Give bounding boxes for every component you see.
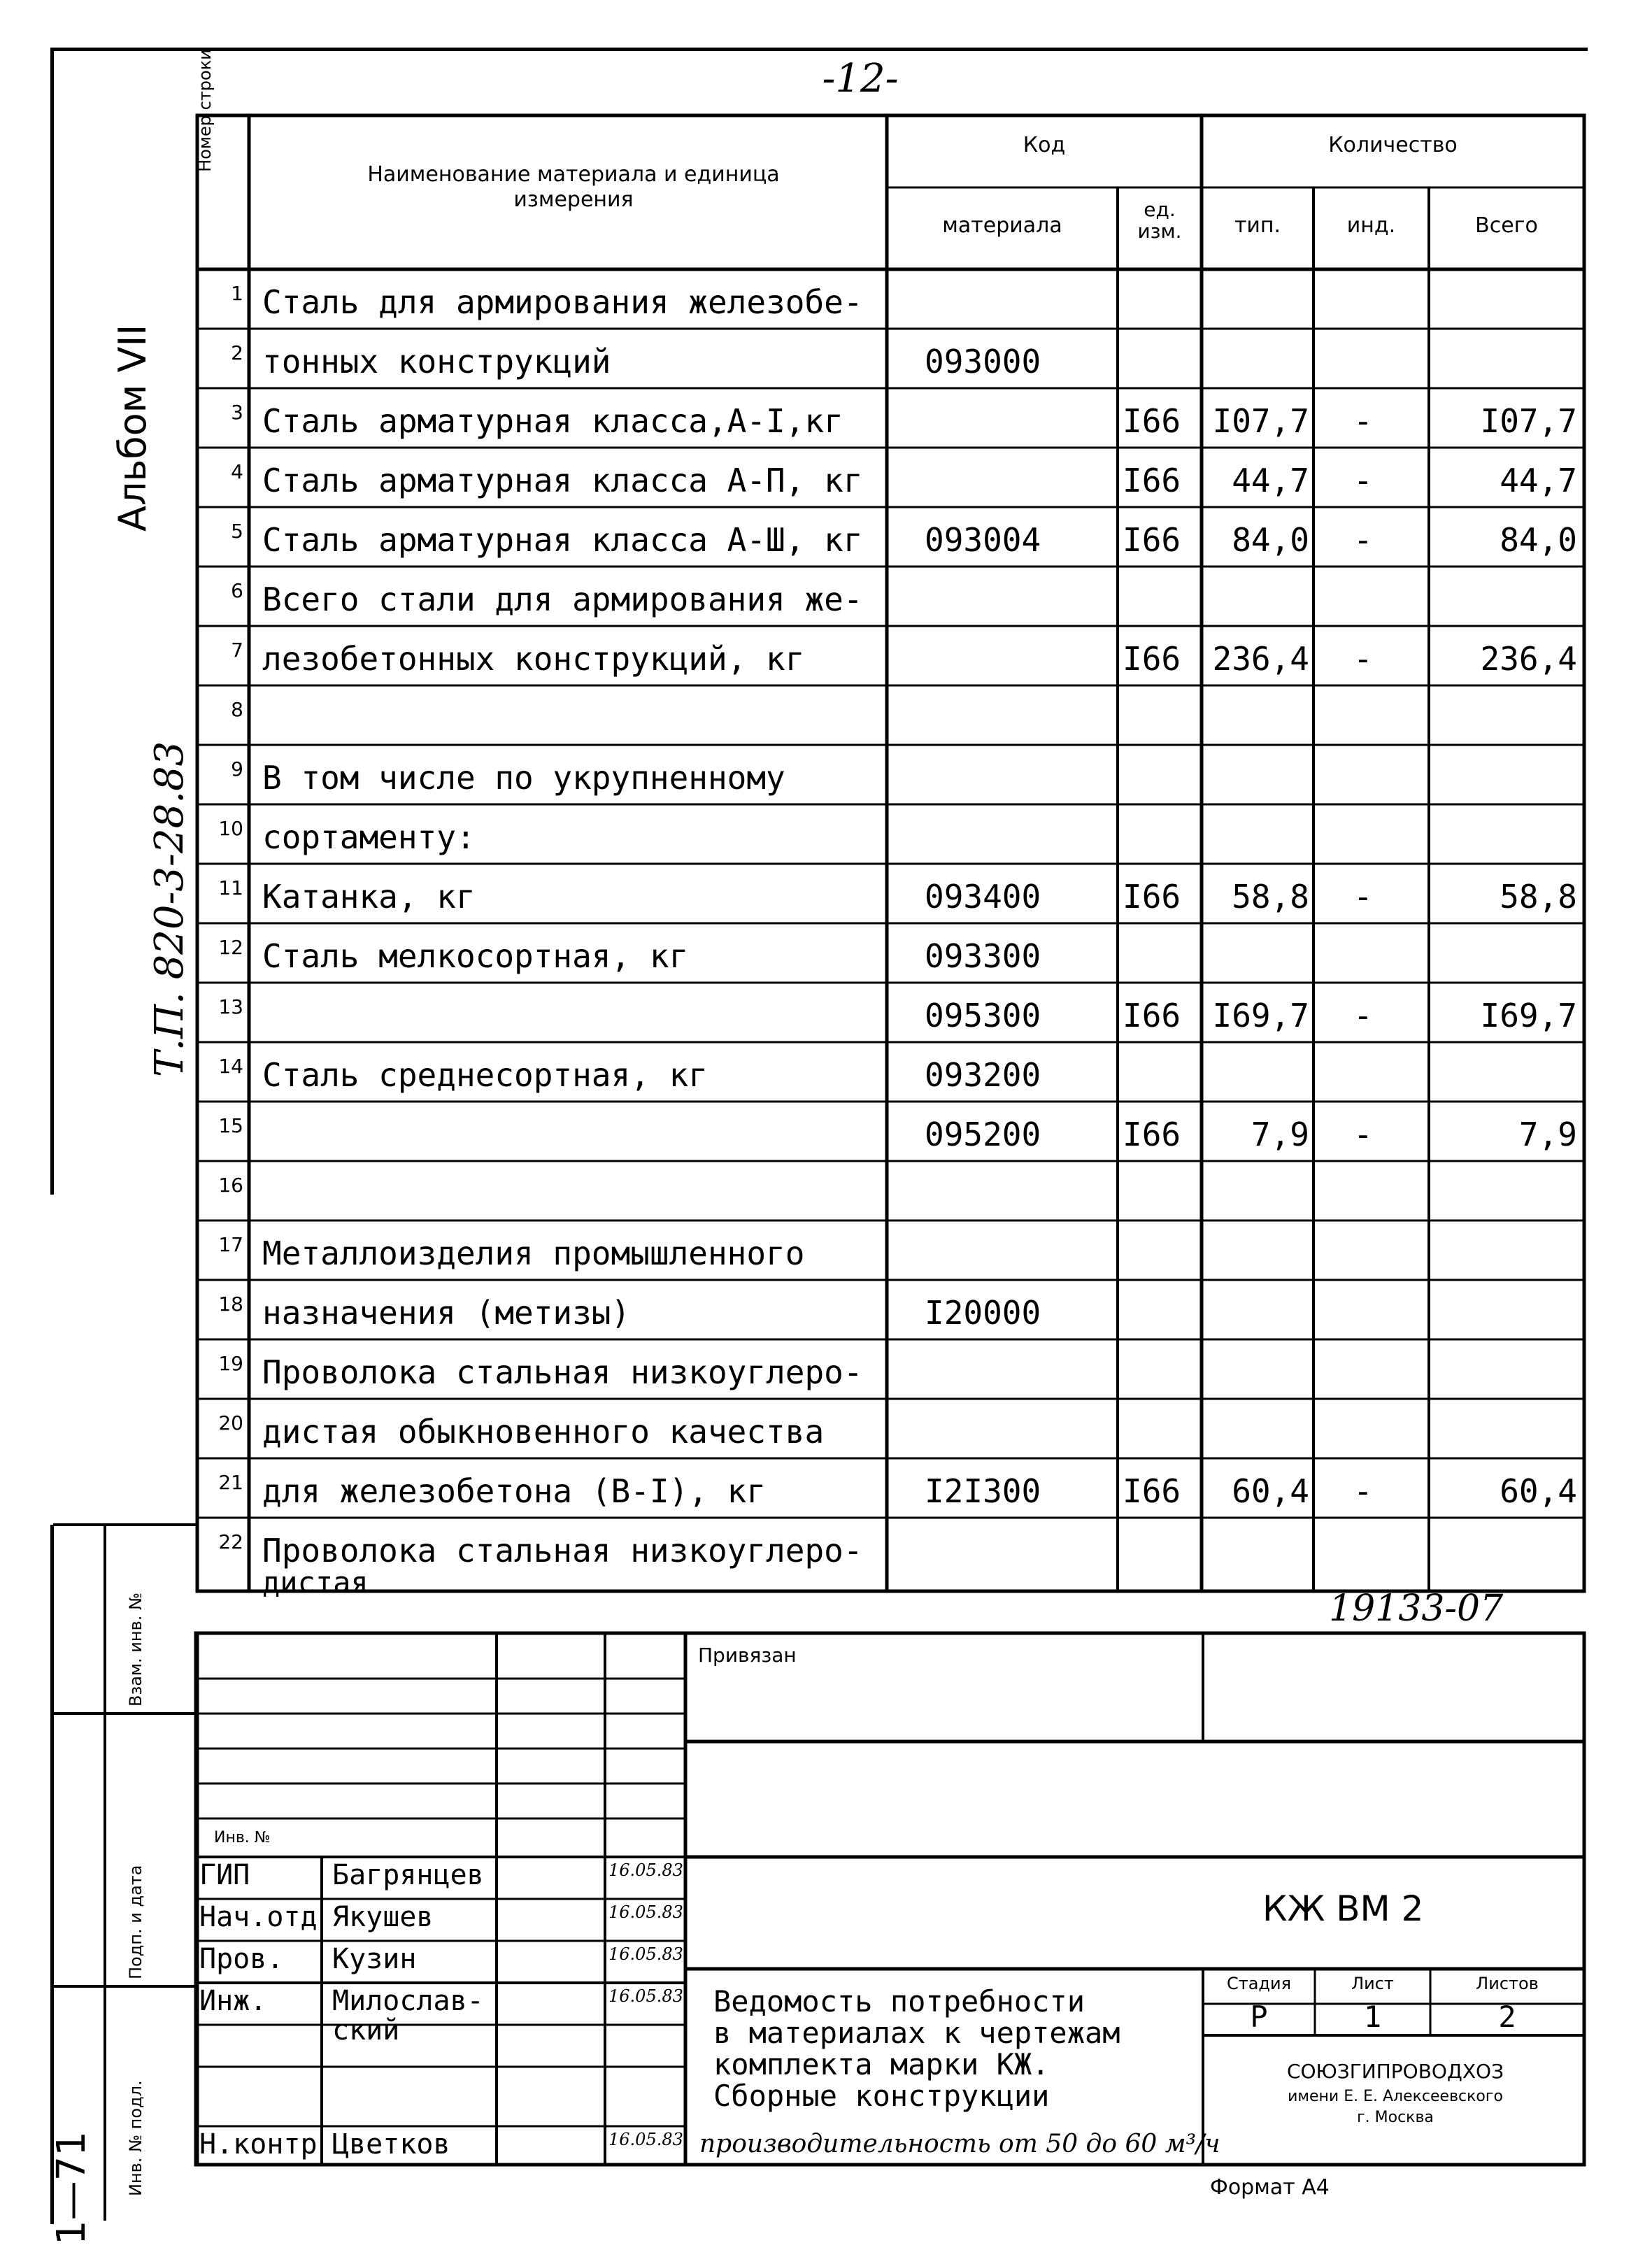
row-ind: - <box>1353 1116 1373 1153</box>
row-ind: - <box>1353 640 1373 678</box>
sheets-value: 2 <box>1498 2000 1516 2034</box>
row-code: 093300 <box>925 937 1041 975</box>
overflow-text: дистая <box>262 1565 369 1600</box>
row-ind: - <box>1353 1472 1373 1510</box>
row-name: тонных конструкций <box>262 343 611 380</box>
sheets-label: Листов <box>1476 1974 1539 1993</box>
row-number: 19 <box>218 1352 243 1375</box>
inv-no-label: Инв. № <box>214 1829 271 1846</box>
signer-role: Инж. <box>199 1985 267 2017</box>
productivity-line: производительность от 50 до 60 м³/ч <box>699 2130 1220 2158</box>
signer-date: 16.05.83 <box>608 1986 683 2006</box>
header-unit: ед. изм. <box>1137 198 1182 243</box>
header-total: Всего <box>1475 213 1538 238</box>
row-number: 1 <box>231 282 243 305</box>
row-total: I07,7 <box>1480 402 1577 440</box>
signer-name: Милослав-ский <box>332 1985 484 2046</box>
stage-value: Р <box>1250 2000 1268 2034</box>
row-total: 7,9 <box>1518 1116 1577 1153</box>
sheet-mark: 1—71 <box>49 2131 94 2245</box>
row-number: 16 <box>218 1174 243 1197</box>
row-ind: - <box>1353 878 1373 916</box>
signer-name: Цветков <box>332 2128 450 2160</box>
row-name: лезобетонных конструкций, кг <box>262 640 805 678</box>
row-name: Металлоизделия промышленного <box>262 1234 805 1272</box>
row-number: 22 <box>218 1530 243 1553</box>
org-line: СОЮЗГИПРОВОДХОЗ <box>1286 2060 1504 2083</box>
signer-role: Пров. <box>199 1943 284 1975</box>
row-name: Сталь мелкосортная, кг <box>262 937 689 975</box>
row-number: 4 <box>231 460 243 483</box>
row-total: 44,7 <box>1500 462 1577 499</box>
row-code: 095200 <box>925 1116 1041 1153</box>
row-number: 3 <box>231 401 243 424</box>
row-code: I2I300 <box>925 1472 1041 1510</box>
row-name: Сталь среднесортная, кг <box>262 1056 708 1094</box>
project-number: Т.П. 820-3-28.83 <box>147 741 192 1077</box>
row-number: 6 <box>231 579 243 602</box>
stage-label: Стадия <box>1226 1974 1292 1993</box>
row-typ: I07,7 <box>1212 402 1309 440</box>
row-ind: - <box>1353 997 1373 1034</box>
row-name: Всего стали для армирования же- <box>262 581 863 618</box>
row-number: 10 <box>218 817 243 840</box>
row-typ: 7,9 <box>1251 1116 1309 1153</box>
header-row-number: Номер строки <box>195 49 215 172</box>
format-label: Формат А4 <box>1210 2175 1330 2200</box>
org-line: г. Москва <box>1357 2109 1434 2126</box>
signer-role: ГИП <box>199 1859 250 1891</box>
row-number: 20 <box>218 1411 243 1434</box>
row-name: сортаменту: <box>262 818 476 856</box>
row-typ: 58,8 <box>1232 878 1309 916</box>
row-number: 9 <box>231 757 243 781</box>
row-name: В том числе по укрупненному <box>262 759 785 797</box>
page-number: -12- <box>822 56 899 101</box>
signer-date: 16.05.83 <box>608 1944 683 1964</box>
signer-name: Якушев <box>332 1901 434 1933</box>
header-name: Наименование материала и единица измерения <box>367 162 780 212</box>
row-name: Проволока стальная низкоуглеро- <box>262 1353 863 1391</box>
signer-role: Н.контр <box>199 2128 318 2160</box>
vzam-inv-label: Взам. инв. № <box>126 1593 145 1707</box>
row-total: 60,4 <box>1500 1472 1577 1510</box>
row-ind: - <box>1353 402 1373 440</box>
header-code: Код <box>1023 133 1066 157</box>
row-number: 11 <box>218 876 243 899</box>
podp-data-label: Подп. и дата <box>126 1865 145 1979</box>
row-unit: I66 <box>1123 1472 1181 1510</box>
title-line: комплекта марки КЖ. <box>713 2047 1050 2081</box>
row-code: 095300 <box>925 997 1041 1034</box>
sheet-label: Лист <box>1351 1974 1394 1993</box>
row-name: Сталь арматурная класса А-П, кг <box>262 462 863 499</box>
row-number: 14 <box>218 1055 243 1078</box>
signer-date: 16.05.83 <box>608 2130 683 2149</box>
row-code: 093004 <box>925 521 1041 559</box>
signer-name: Багрянцев <box>332 1859 484 1891</box>
row-name: дистая обыкновенного качества <box>262 1413 825 1451</box>
header-quantity: Количество <box>1328 133 1458 157</box>
row-name: Катанка, кг <box>262 878 476 916</box>
inv-podl-label: Инв. № подл. <box>126 2080 145 2196</box>
row-typ: I69,7 <box>1212 997 1309 1034</box>
signer-role: Нач.отд <box>199 1901 318 1933</box>
row-name: Сталь для армирования железобе- <box>262 283 863 321</box>
row-name: для железобетона (В-I), кг <box>262 1472 767 1510</box>
row-code: I20000 <box>925 1294 1041 1332</box>
row-ind: - <box>1353 521 1373 559</box>
row-name: Сталь арматурная класса А-Ш, кг <box>262 521 863 559</box>
drawing-mark: КЖ ВМ 2 <box>1262 1888 1424 1929</box>
title-line: в материалах к чертежам <box>713 2016 1120 2050</box>
header-ind: инд. <box>1346 213 1396 238</box>
header-material: материала <box>942 213 1062 238</box>
row-unit: I66 <box>1123 997 1181 1034</box>
row-number: 17 <box>218 1233 243 1256</box>
row-code: 093200 <box>925 1056 1041 1094</box>
row-total: I69,7 <box>1480 997 1577 1034</box>
title-line: Сборные конструкции <box>713 2079 1050 2113</box>
row-number: 5 <box>231 520 243 543</box>
row-unit: I66 <box>1123 521 1181 559</box>
privyazan-label: Привязан <box>698 1644 797 1667</box>
row-typ: 60,4 <box>1232 1472 1309 1510</box>
row-code: 093400 <box>925 878 1041 916</box>
row-number: 12 <box>218 936 243 959</box>
row-number: 15 <box>218 1114 243 1137</box>
row-name: Сталь арматурная класса,А-I,кг <box>262 402 843 440</box>
row-number: 7 <box>231 639 243 662</box>
row-unit: I66 <box>1123 402 1181 440</box>
row-total: 84,0 <box>1500 521 1577 559</box>
row-typ: 84,0 <box>1232 521 1309 559</box>
signer-name: Кузин <box>332 1943 417 1975</box>
title-line: Ведомость потребности <box>713 1984 1085 2019</box>
signer-date: 16.05.83 <box>608 1902 683 1922</box>
row-unit: I66 <box>1123 1116 1181 1153</box>
row-unit: I66 <box>1123 878 1181 916</box>
org-line: имени Е. Е. Алексеевского <box>1288 2088 1503 2105</box>
row-typ: 44,7 <box>1232 462 1309 499</box>
row-name: Проволока стальная низкоуглеро- <box>262 1532 863 1569</box>
document-number: 19133-07 <box>1329 1588 1504 1630</box>
row-total: 236,4 <box>1480 640 1577 678</box>
sheet-value: 1 <box>1363 2000 1382 2034</box>
header-typ: тип. <box>1234 213 1281 238</box>
row-code: 093000 <box>925 343 1041 380</box>
album-label: Альбом VII <box>111 324 155 532</box>
row-typ: 236,4 <box>1212 640 1309 678</box>
row-ind: - <box>1353 462 1373 499</box>
row-number: 21 <box>218 1471 243 1494</box>
row-number: 18 <box>218 1293 243 1316</box>
signer-date: 16.05.83 <box>608 1860 683 1880</box>
row-unit: I66 <box>1123 462 1181 499</box>
row-total: 58,8 <box>1500 878 1577 916</box>
row-number: 8 <box>231 698 243 721</box>
row-number: 13 <box>218 995 243 1018</box>
row-unit: I66 <box>1123 640 1181 678</box>
row-number: 2 <box>231 341 243 364</box>
row-name: назначения (метизы) <box>262 1294 631 1332</box>
